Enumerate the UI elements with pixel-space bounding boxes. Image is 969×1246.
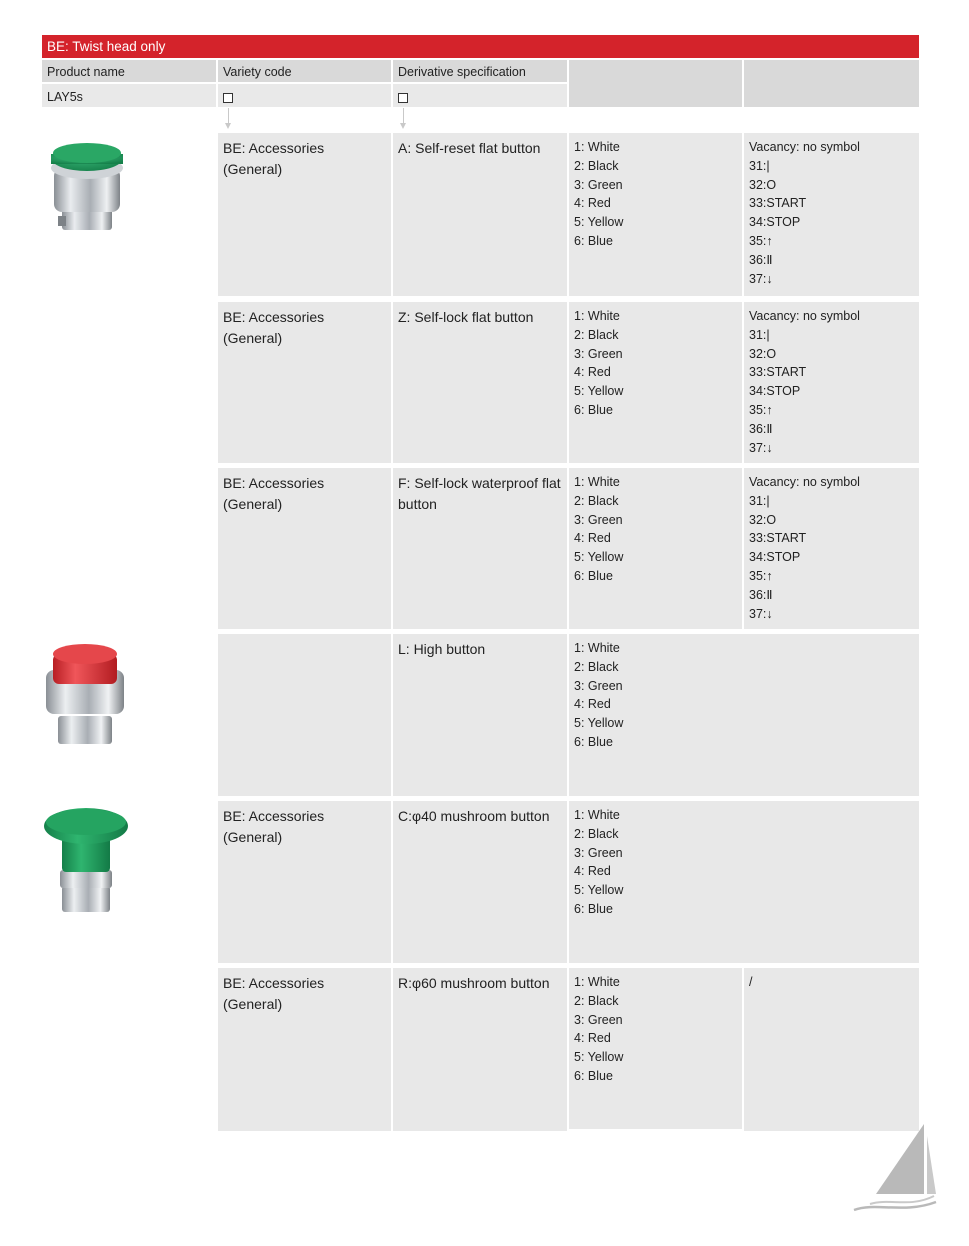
row-1-symbols: Vacancy: no symbol 31:| 32:O 33:START 34:STOP 35:↑ 36:Ⅱ 37:↓ [744,133,919,296]
row-3-colors: 1: White 2: Black 3: Green 4: Red 5: Yellow 6: Blue [569,468,742,629]
green-mushroom-button-image [42,808,130,916]
header-blank-color [569,60,742,107]
section-banner: BE: Twist head only [42,35,919,58]
row-1-derivative: A: Self-reset flat button [393,133,567,296]
variety-code-checkbox-cell [218,84,391,107]
derivative-checkbox[interactable] [398,93,408,103]
green-flat-button-image [44,140,130,238]
row-6-symbols: / [744,968,919,1131]
row-1-variety: BE: Accessories (General) [218,133,391,296]
row-3-derivative: F: Self-lock waterproof flat button [393,468,567,629]
row-6-colors: 1: White 2: Black 3: Green 4: Red 5: Yellow 6: Blue [569,968,742,1129]
row-1-colors: 1: White 2: Black 3: Green 4: Red 5: Yellow 6: Blue [569,133,742,296]
row-6-variety: BE: Accessories (General) [218,968,391,1131]
product-name-value: LAY5s [42,84,216,107]
row-2-colors: 1: White 2: Black 3: Green 4: Red 5: Yellow 6: Blue [569,302,742,463]
derivative-checkbox-cell [393,84,567,107]
row-3-variety: BE: Accessories (General) [218,468,391,629]
header-product-name: Product name [42,60,216,82]
row-5-symbols [742,801,919,963]
connector-line-variety [228,108,229,124]
connector-line-derivative [403,108,404,124]
row-2-derivative: Z: Self-lock flat button [393,302,567,463]
header-derivative-spec: Derivative specification [393,60,567,82]
row-4-colors: 1: White 2: Black 3: Green 4: Red 5: Yellow 6: Blue [569,634,742,796]
row-5-derivative: C:φ40 mushroom button [393,801,567,963]
header-variety-code: Variety code [218,60,391,82]
row-4-variety [218,634,391,796]
connector-arrow-derivative [400,123,406,129]
connector-arrow-variety [225,123,231,129]
row-3-symbols: Vacancy: no symbol 31:| 32:O 33:START 34:STOP 35:↑ 36:Ⅱ 37:↓ [744,468,919,629]
row-2-symbols: Vacancy: no symbol 31:| 32:O 33:START 34:STOP 35:↑ 36:Ⅱ 37:↓ [744,302,919,463]
header-blank-symbol [744,60,919,107]
row-4-symbols [742,634,919,796]
row-6-derivative: R:φ60 mushroom button [393,968,567,1131]
row-2-variety: BE: Accessories (General) [218,302,391,463]
row-4-derivative: L: High button [393,634,567,796]
row-5-colors: 1: White 2: Black 3: Green 4: Red 5: Yellow 6: Blue [569,801,742,963]
red-high-button-image [44,642,126,750]
sailboat-logo-icon [852,1122,938,1216]
variety-code-checkbox[interactable] [223,93,233,103]
row-5-variety: BE: Accessories (General) [218,801,391,963]
